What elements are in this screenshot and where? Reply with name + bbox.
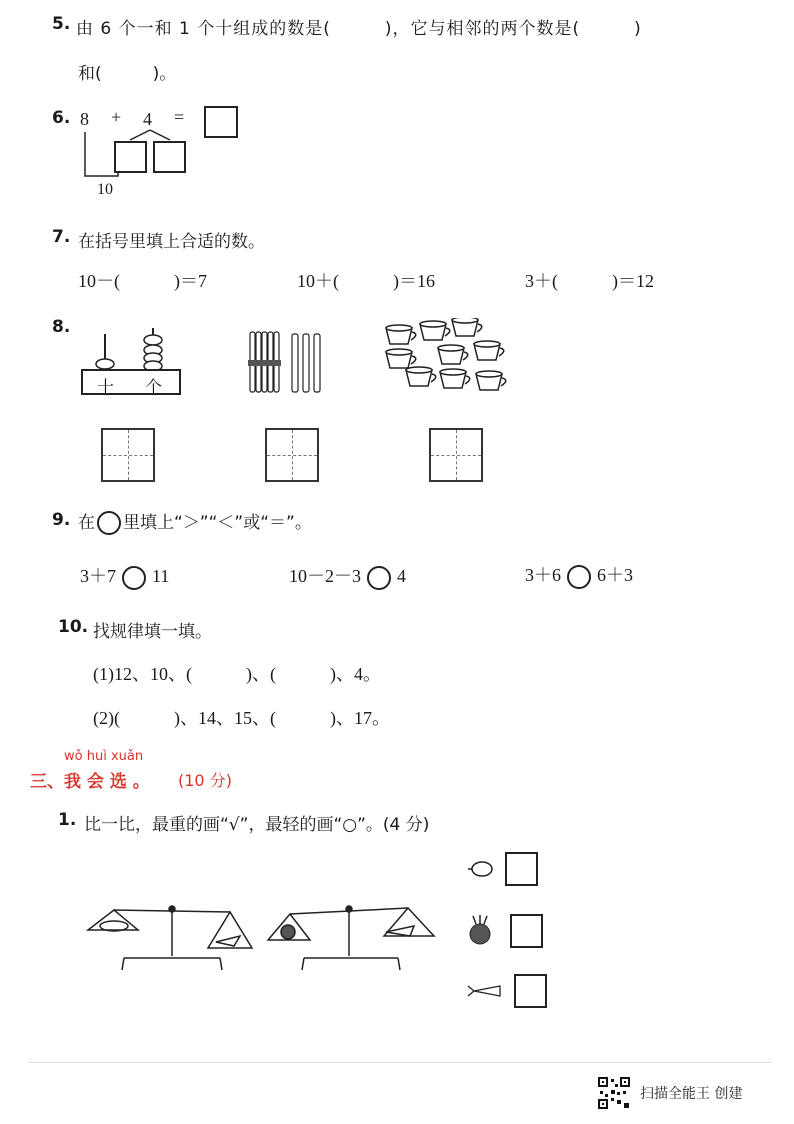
q10-title: 找规律填一填。 bbox=[93, 622, 212, 642]
q9-item-1-left: 3＋7 bbox=[80, 566, 116, 586]
q6-answer-box[interactable] bbox=[204, 106, 238, 138]
q9-item-3 bbox=[525, 561, 633, 589]
s3q1-text: 比一比，最重的画“√”，最轻的画“○”。(4 分) bbox=[84, 815, 430, 835]
q9-title-prefix: 在 bbox=[78, 513, 95, 533]
circle-icon bbox=[97, 511, 121, 535]
q7-item-2: 10＋( )＝16 bbox=[297, 271, 435, 291]
section3-points: (10 分) bbox=[178, 771, 232, 790]
q7-title: 在括号里填上合适的数。 bbox=[78, 232, 265, 252]
footer-divider bbox=[28, 1062, 772, 1063]
q6-number: 6. bbox=[52, 108, 71, 128]
section3-heading: 三、我 会 选 。 bbox=[30, 772, 150, 792]
q7-item-1: 10－( )＝7 bbox=[78, 271, 207, 291]
q9-title-suffix: 里填上“＞”“＜”或“＝”。 bbox=[123, 513, 312, 533]
s3q1-number: 1. bbox=[58, 810, 77, 830]
footer-text: 扫描全能王 创建 bbox=[640, 1086, 743, 1102]
q9-item-3-circle[interactable] bbox=[567, 565, 591, 589]
cups-illustration bbox=[382, 318, 512, 402]
abacus-tens-label: 十 bbox=[97, 378, 114, 398]
q5-line1: 由 6 个一和 1 个十组成的数是( )，它与相邻的两个数是( ) bbox=[76, 19, 642, 39]
q9-item-2 bbox=[289, 562, 406, 590]
answer-box-1[interactable] bbox=[505, 852, 538, 886]
q7-item-3: 3＋( )＝12 bbox=[525, 271, 654, 291]
q9-item-2-right: 4 bbox=[397, 566, 406, 586]
answer-box-3[interactable] bbox=[514, 974, 547, 1008]
q8-answer-grid-1[interactable] bbox=[101, 428, 155, 482]
carrot-icon bbox=[466, 982, 502, 1000]
radish-icon bbox=[467, 914, 493, 946]
balance-scale-1 bbox=[84, 896, 264, 976]
q6-split-box-1[interactable] bbox=[114, 141, 147, 173]
q9-item-3-left: 3＋6 bbox=[525, 565, 561, 585]
balance-scale-2 bbox=[264, 896, 444, 976]
q9-title bbox=[78, 508, 312, 535]
q9-item-1-right: 11 bbox=[152, 566, 170, 586]
q10-line1: (1)12、10、( )、( )、4。 bbox=[93, 664, 381, 684]
q8-answer-grid-2[interactable] bbox=[265, 428, 319, 482]
q6-split-box-2[interactable] bbox=[153, 141, 186, 173]
q6-addend-4: 4 bbox=[143, 109, 152, 129]
q6-addend-8: 8 bbox=[80, 109, 89, 129]
section3-pinyin: wǒ huì xuǎn bbox=[64, 749, 144, 764]
q10-line2: (2)( )、14、15、( )、17。 bbox=[93, 708, 390, 728]
counting-sticks-illustration bbox=[246, 328, 326, 396]
answer-box-2[interactable] bbox=[510, 914, 543, 948]
qr-code-icon bbox=[597, 1076, 631, 1110]
q7-number: 7. bbox=[52, 227, 71, 247]
q6-equals-sign: = bbox=[174, 107, 185, 127]
q9-item-2-circle[interactable] bbox=[367, 566, 391, 590]
abacus-illustration bbox=[80, 326, 182, 398]
q9-item-1 bbox=[80, 562, 169, 590]
abacus-ones-label: 个 bbox=[145, 378, 162, 398]
q6-ten-label: 10 bbox=[97, 181, 113, 198]
q9-item-2-left: 10－2－3 bbox=[289, 566, 361, 586]
pear-icon bbox=[466, 859, 494, 879]
q9-item-3-right: 6＋3 bbox=[597, 565, 633, 585]
q10-number: 10. bbox=[58, 617, 89, 637]
q9-number: 9. bbox=[52, 510, 71, 530]
q8-answer-grid-3[interactable] bbox=[429, 428, 483, 482]
q9-item-1-circle[interactable] bbox=[122, 566, 146, 590]
q5-line2: 和( )。 bbox=[78, 64, 177, 84]
q6-plus-sign: + bbox=[111, 107, 122, 127]
q8-number: 8. bbox=[52, 317, 71, 337]
q5-number: 5. bbox=[52, 14, 71, 34]
